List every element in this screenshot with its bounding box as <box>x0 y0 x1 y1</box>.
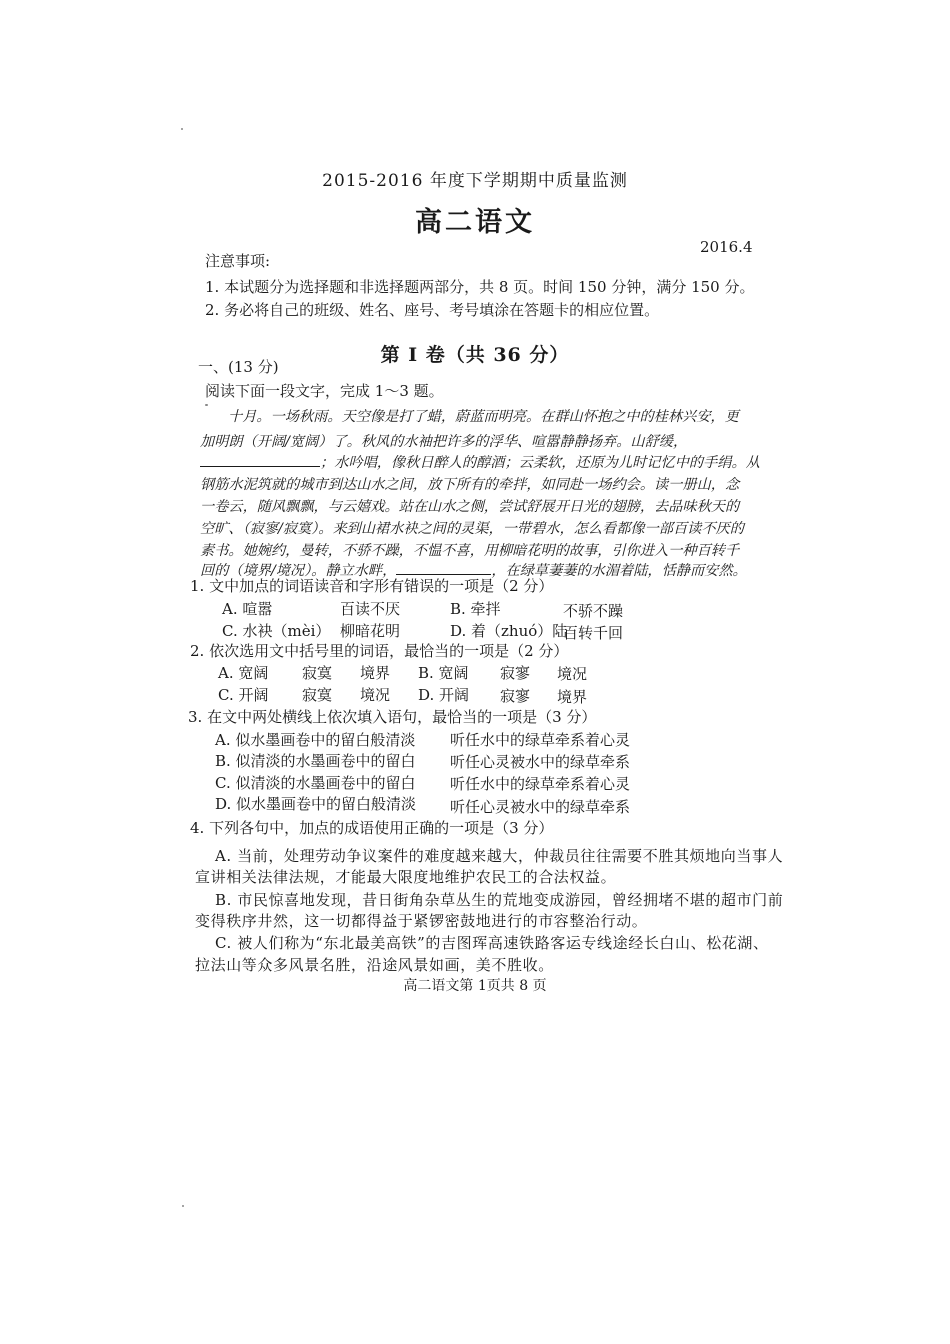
option-d-word: D. 着（zhuó）陆 <box>450 622 568 640</box>
notes-title: 注意事项: <box>205 252 271 270</box>
reading-instruction: 阅读下面一段文字，完成 1～3 题。 <box>205 382 444 400</box>
question-2-stem: 2. 依次选用文中括号里的词语，最恰当的一项是（2 分） <box>190 642 569 660</box>
question-1-stem: 1. 文中加点的词语读音和字形有错误的一项是（2 分） <box>190 577 554 595</box>
option-b-word: B. 牵拌 <box>450 600 501 618</box>
option-c-line: 拉法山等众多风景名胜，沿途风景如画，美不胜收。 <box>195 956 554 974</box>
passage-line: 素书。她婉约，曼转，不骄不躁，不愠不喜，用柳暗花明的故事，引你进入一种百转千 <box>200 543 740 559</box>
answer-blank <box>200 452 320 467</box>
option-a-line: 宣讲相关法律法规，才能最大限度地维护农民工的合法权益。 <box>195 868 617 886</box>
option-d-word3: 境界 <box>557 688 588 706</box>
passage-line: 十月。一场秋雨。天空像是打了蜡，蔚蓝而明亮。在群山怀抱之中的桂林兴安，更 <box>228 409 739 425</box>
option-b-line: 变得秩序井然，这一切都得益于紧锣密鼓地进行的市容整治行动。 <box>195 912 648 930</box>
option-b-word2: 寂寥 <box>500 664 531 682</box>
option-a-word2: 寂寞 <box>302 664 333 682</box>
option-a-word1: A. 宽阔 <box>218 664 269 682</box>
scan-speck <box>205 404 208 406</box>
option-a-first: A. 似水墨画卷中的留白般清淡 <box>215 731 416 749</box>
option-d-word1: D. 开阔 <box>418 686 470 704</box>
answer-blank <box>396 560 491 575</box>
option-b-first: B. 似清淡的水墨画卷中的留白 <box>215 752 416 770</box>
page-footer: 高二语文第 1页共 8 页 <box>403 978 547 994</box>
note-item: 1. 本试题分为选择题和非选择题两部分，共 8 页。时间 150 分钟，满分 150 分。 <box>205 278 755 296</box>
exam-date: 2016.4 <box>700 238 753 256</box>
passage-text: ，在绿草萋萋的水湄着陆，恬静而安然。 <box>491 563 747 579</box>
passage-line: 空旷、（寂寥/寂寞）。来到山裙水袂之间的灵渠，一带碧水，怎么看都像一部百读不厌的 <box>200 521 744 537</box>
option-b-second: 听任心灵被水中的绿草牵系 <box>450 753 631 771</box>
option-c-word3: 境况 <box>360 686 391 704</box>
section-title: 第 Ⅰ 卷（共 36 分） <box>380 344 570 366</box>
option-c-word2: 寂寞 <box>302 686 333 704</box>
option-a-second: 听任水中的绿草牵系着心灵 <box>450 731 631 749</box>
option-c-word1: C. 开阔 <box>218 686 269 704</box>
option-c-line: C. 被人们称为“东北最美高铁”的吉图珲高速铁路客运专线途经长白山、松花湖、 <box>215 934 769 952</box>
scan-speck <box>182 1205 184 1207</box>
option-a-word: A. 喧嚣 <box>222 600 273 618</box>
option-c-first: C. 似清淡的水墨画卷中的留白 <box>215 774 416 792</box>
option-c-second: 听任水中的绿草牵系着心灵 <box>450 775 631 793</box>
exam-title: 2015-2016 年度下学期期中质量监测 <box>322 171 628 191</box>
passage-line: 钢筋水泥筑就的城市到达山水之间，放下所有的牵拌，如同赴一场约会。读一册山，念 <box>200 477 740 493</box>
option-d-idiom: 百转千回 <box>563 624 624 642</box>
option-b-line: B. 市民惊喜地发现，昔日街角杂草丛生的荒地变成游园，曾经拥堵不堪的超市门前 <box>215 891 784 909</box>
option-d-word2: 寂寥 <box>500 687 531 705</box>
option-c-idiom: 柳暗花明 <box>340 622 401 640</box>
passage-line: 加明朗（开阔/宽阔）了。秋风的水袖把许多的浮华、喧嚣静静扬弃。山舒缓， <box>200 434 688 450</box>
passage-text: ；水吟唱，像秋日醉人的醇酒；云柔软，还原为儿时记忆中的手绢。从 <box>320 455 760 471</box>
note-item: 2. 务必将自己的班级、姓名、座号、考号填涂在答题卡的相应位置。 <box>205 301 660 319</box>
scan-speck <box>181 128 183 130</box>
part-label: 一、(13 分) <box>198 358 279 376</box>
passage-line: 一卷云，随风飘飘，与云嬉戏。站在山水之侧，尝试舒展开日光的翅膀，去品味秋天的 <box>200 499 740 515</box>
question-4-stem: 4. 下列各句中，加点的成语使用正确的一项是（3 分） <box>190 819 554 837</box>
option-a-word3: 境界 <box>360 664 391 682</box>
question-3-stem: 3. 在文中两处横线上依次填入语句，最恰当的一项是（3 分） <box>188 708 597 726</box>
option-a-line: A. 当前，处理劳动争议案件的难度越来越大，仲裁员往往需要不胜其烦地向当事人 <box>215 847 784 865</box>
option-b-word1: B. 宽阔 <box>418 664 469 682</box>
option-d-first: D. 似水墨画卷中的留白般清淡 <box>215 795 417 813</box>
option-a-idiom: 百读不厌 <box>340 600 401 618</box>
option-d-second: 听任心灵被水中的绿草牵系 <box>450 798 631 816</box>
subject-title: 高二语文 <box>415 207 535 238</box>
option-b-word3: 境况 <box>557 665 588 683</box>
option-b-idiom: 不骄不躁 <box>563 602 624 620</box>
option-c-word: C. 水袂（mèi） <box>222 622 331 640</box>
passage-text: 回的（境界/境况）。静立水畔， <box>200 563 397 579</box>
passage-line <box>200 452 760 472</box>
